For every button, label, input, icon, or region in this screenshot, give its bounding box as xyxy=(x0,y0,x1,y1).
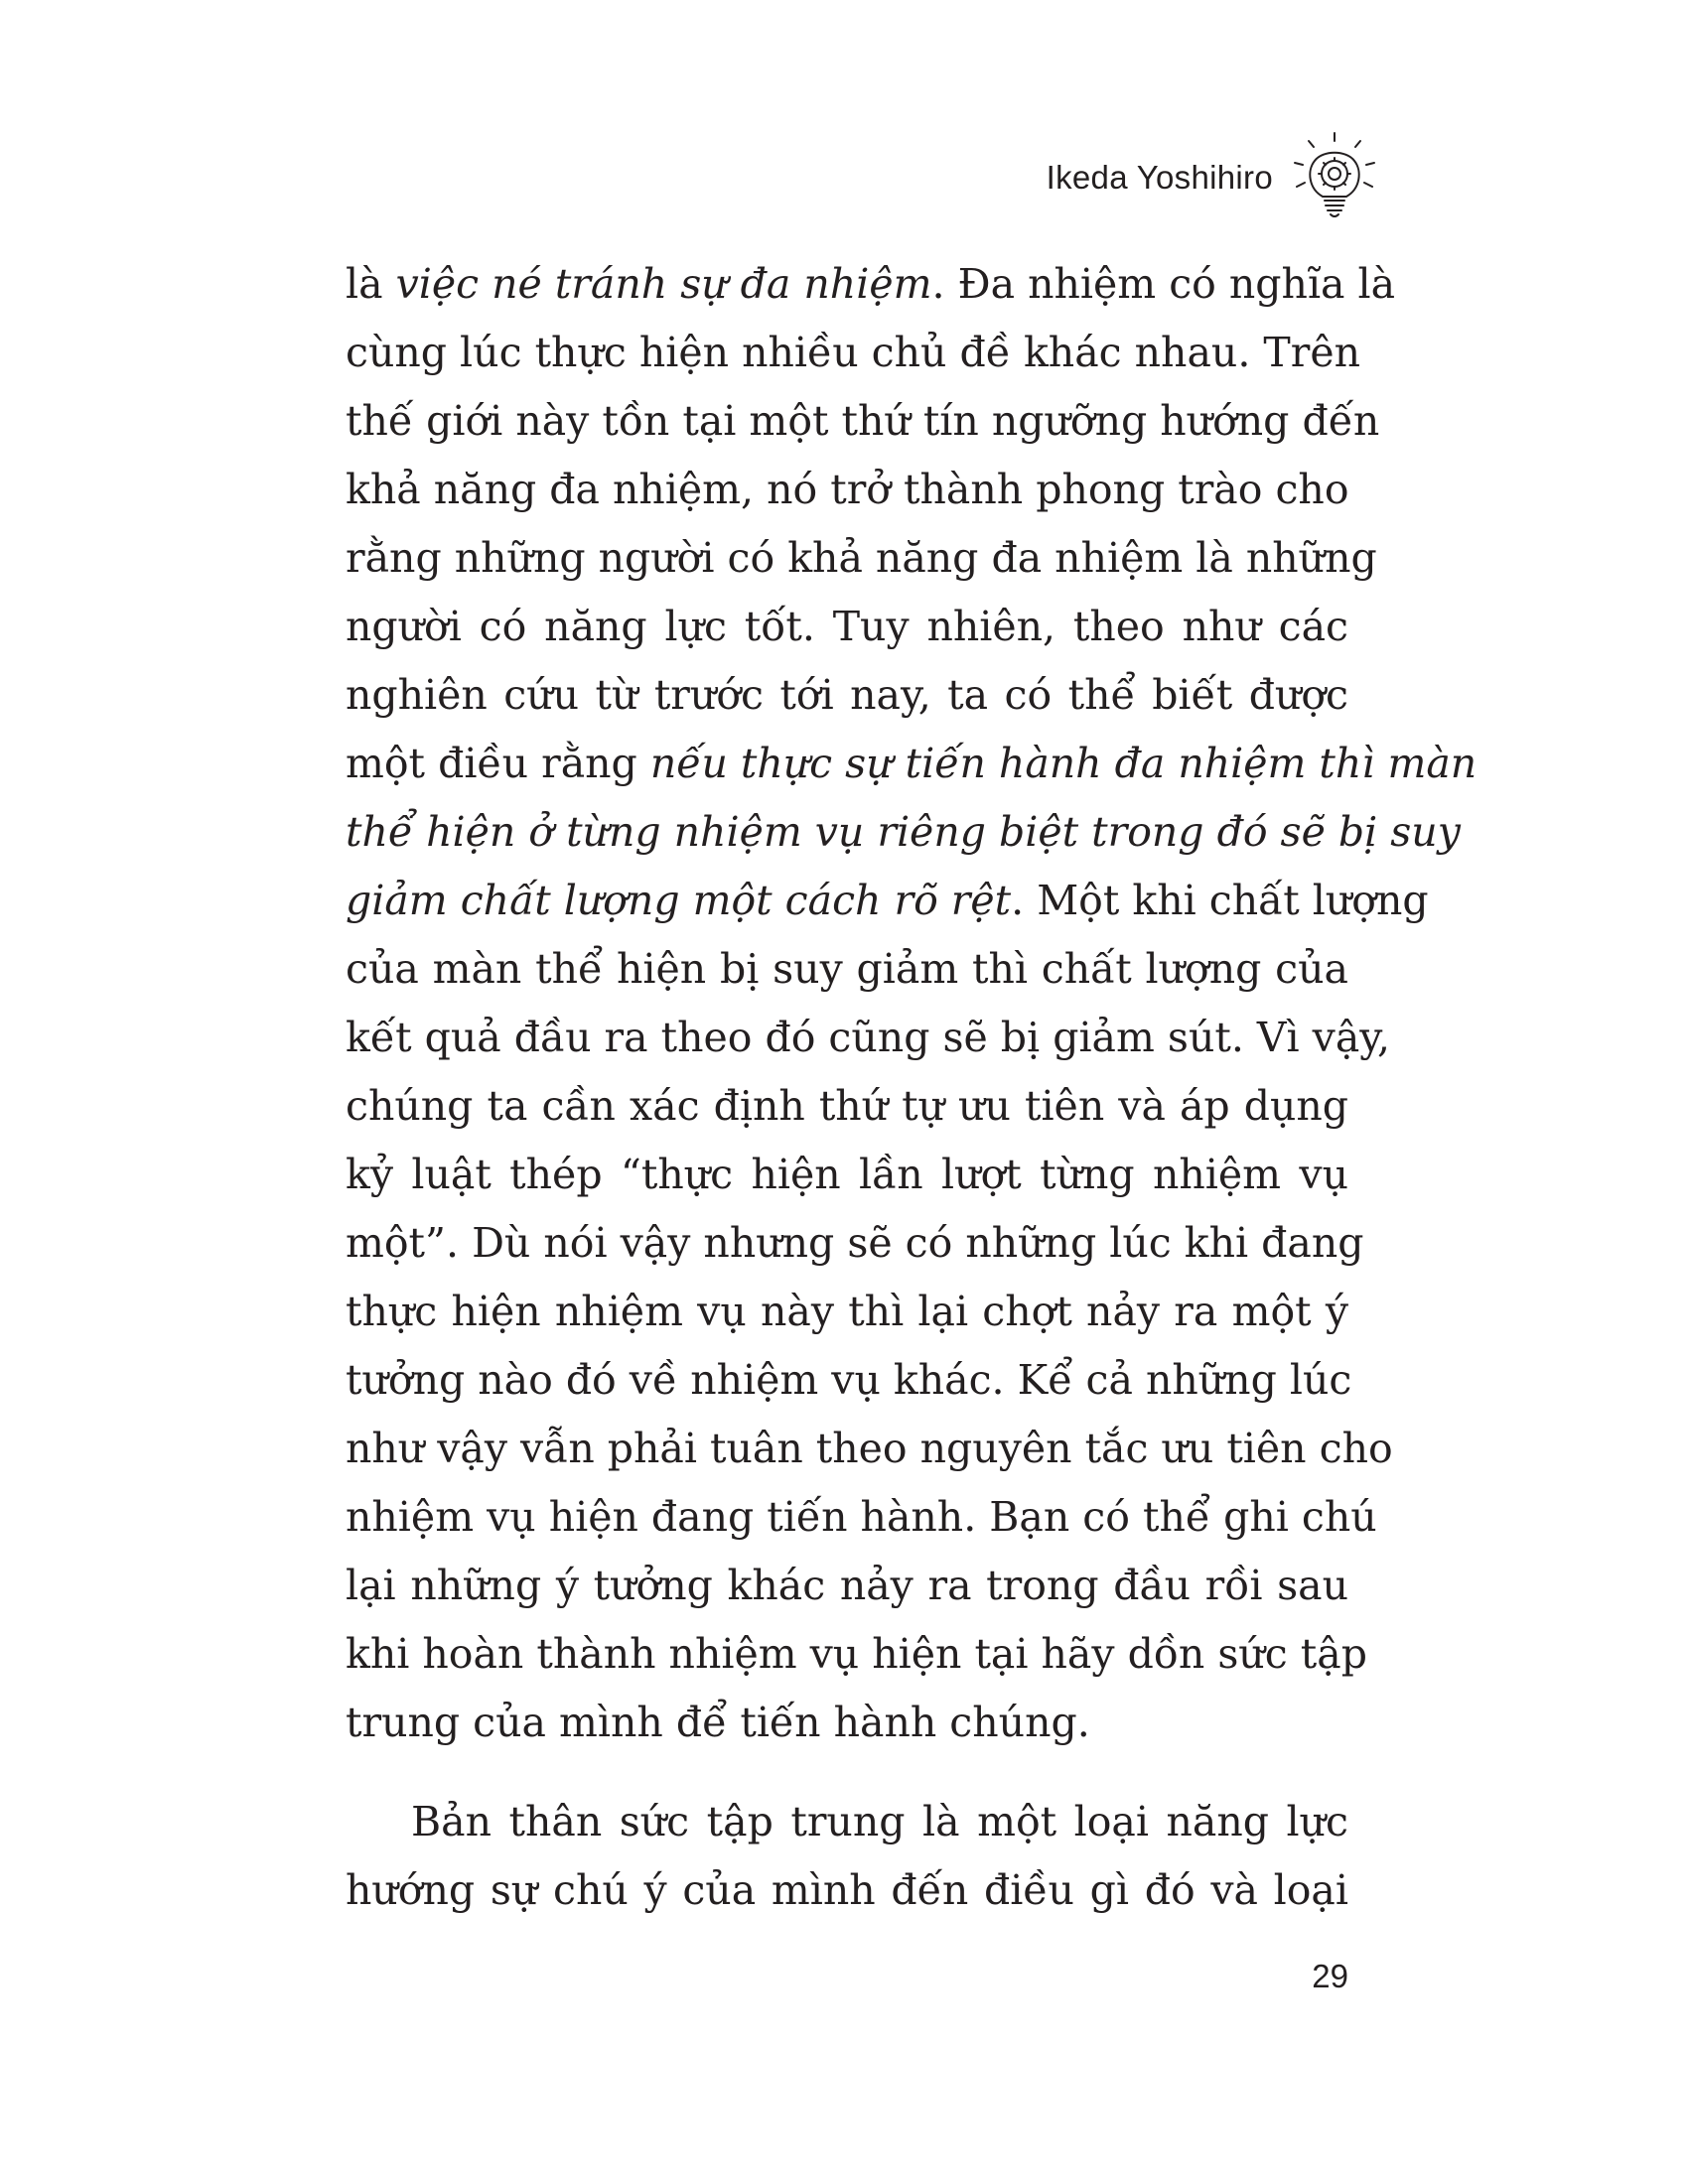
text-line: cùng lúc thực hiện nhiều chủ đề khác nhau. Trên xyxy=(346,329,1360,376)
emphasis-text: giảm chất lượng một cách rõ rệt xyxy=(346,877,1012,924)
emphasis-text: việc né tránh sự đa nhiệm xyxy=(395,260,932,308)
text-line: khi hoàn thành nhiệm vụ hiện tại hãy dồn sức tập xyxy=(346,1630,1367,1678)
text-line: kỷ luật thép “thực hiện lần lượt từng nhiệm vụ xyxy=(346,1151,1348,1198)
text-line: tưởng nào đó về nhiệm vụ khác. Kể cả những lúc xyxy=(346,1356,1352,1404)
text-line: một”. Dù nói vậy nhưng sẽ có những lúc khi đang xyxy=(346,1219,1364,1267)
text-line: trung của mình để tiến hành chúng. xyxy=(346,1699,1090,1746)
paragraph xyxy=(346,1788,1348,1925)
text-line: chúng ta cần xác định thứ tự ưu tiên và áp dụng xyxy=(346,1082,1348,1130)
text-line: nhiệm vụ hiện đang tiến hành. Bạn có thể ghi chú xyxy=(346,1493,1377,1541)
paragraph xyxy=(346,250,1477,1757)
text-line: hướng sự chú ý của mình đến điều gì đó và loại xyxy=(346,1866,1348,1914)
text-line: Bản thân sức tập trung là một loại năng lực xyxy=(411,1798,1348,1845)
text-line: của màn thể hiện bị suy giảm thì chất lượng của xyxy=(346,945,1348,993)
page-number: 29 xyxy=(1312,1958,1348,1994)
text-line: khả năng đa nhiệm, nó trở thành phong trào cho xyxy=(346,466,1349,513)
running-head-author: Ikeda Yoshihiro xyxy=(1046,159,1273,196)
text-line: nghiên cứu từ trước tới nay, ta có thể biết được xyxy=(346,671,1348,719)
text-line: người có năng lực tốt. Tuy nhiên, theo như các xyxy=(346,603,1348,650)
text-line: kết quả đầu ra theo đó cũng sẽ bị giảm sút. Vì vậy, xyxy=(346,1014,1391,1061)
text-line: thế giới này tồn tại một thứ tín ngưỡng hướng đến xyxy=(346,397,1380,445)
body-text xyxy=(346,250,1477,1925)
text-line: là việc né tránh sự đa nhiệm. Đa nhiệm có nghĩa là xyxy=(346,260,1396,308)
emphasis-text: nếu thực sự tiến hành đa nhiệm thì màn xyxy=(649,740,1477,787)
lightbulb-gear-icon xyxy=(1287,127,1382,222)
text-line: rằng những người có khả năng đa nhiệm là những xyxy=(346,534,1377,582)
text-line: lại những ý tưởng khác nảy ra trong đầu rồi sau xyxy=(346,1562,1348,1609)
text-line: giảm chất lượng một cách rõ rệt. Một khi chất lượng xyxy=(346,877,1429,924)
text-line: thực hiện nhiệm vụ này thì lại chợt nảy ra một ý xyxy=(346,1288,1348,1335)
text-line: như vậy vẫn phải tuân theo nguyên tắc ưu tiên cho xyxy=(346,1425,1393,1472)
text-line xyxy=(346,798,1461,867)
text-line: một điều rằng nếu thực sự tiến hành đa nhiệm thì màn xyxy=(346,740,1477,787)
emphasis-text: thể hiện ở từng nhiệm vụ riêng biệt trong đó sẽ bị suy xyxy=(346,808,1461,856)
